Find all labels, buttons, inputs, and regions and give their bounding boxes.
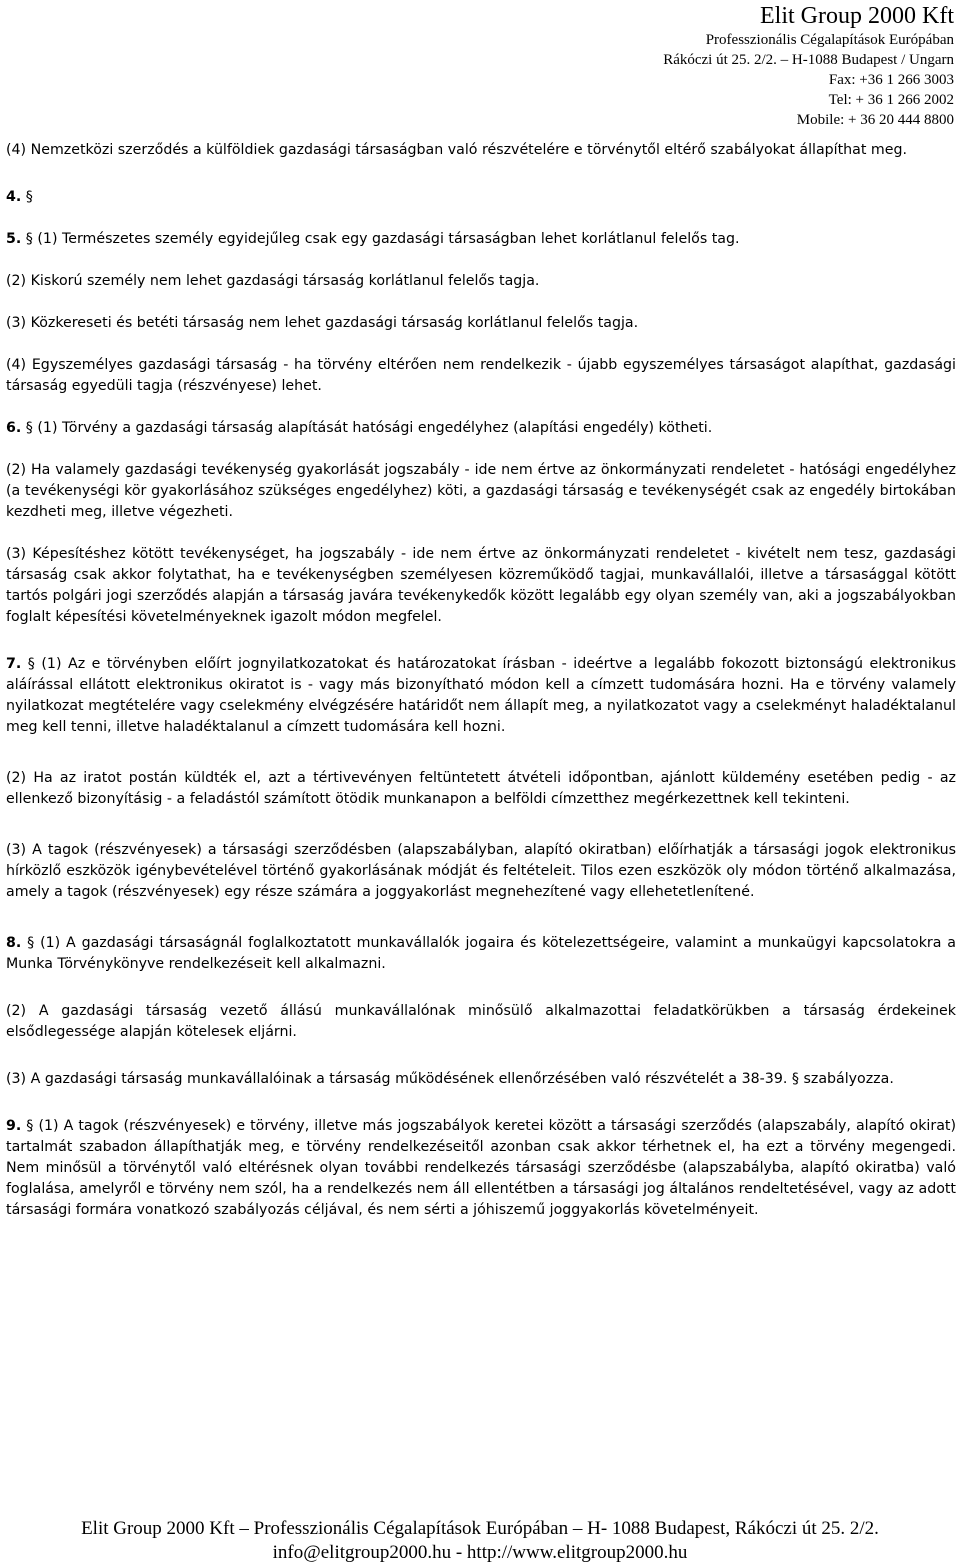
- section-number: 5.: [6, 231, 22, 247]
- section-8-1: [6, 933, 956, 975]
- footer-company-line: Elit Group 2000 Kft – Professzionális Cégalapítások Európában – H- 1088 Budapest, Rákóczi út 25. 2/2.: [81, 1518, 879, 1539]
- letterhead-address: Rákóczi út 25. 2/2. – H-1088 Budapest / Ungarn: [663, 52, 954, 68]
- paragraph-text: (3) A tagok (részvényesek) a társasági szerződésben (alapszabályban, alapító okiratban) előírhatják a társasági jogok elektronikus hírközlő eszközök igénybevételével történő gyakorlásának módját és feltételeit. Tilos ezen eszközök oly módon történő alkalmazása, amely a tagok (részvényesek) egy része számára a joggyakorlást megnehezítené vagy ellehetetlenítené.: [6, 842, 956, 900]
- footer-contact-line: info@elitgroup2000.hu - http://www.elitgroup2000.hu: [272, 1542, 688, 1563]
- paragraph-text: §: [21, 189, 33, 205]
- paragraph-text: (2) Ha az iratot postán küldték el, azt a tértivevényen feltüntetett átvételi időpontban, ajánlott küldemény esetében pedig - az ellenkező bizonyításig - a feladástól számított ötödik munkanapon a belföldi címzetthez megérkezettnek kell tekinteni.: [6, 770, 956, 807]
- section-number: 7.: [6, 656, 22, 672]
- paragraph-text: (2) A gazdasági társaság vezető állású munkavállalónak minősülő alkalmazottai feladatkörükben a társaság érdekeinek elsődlegessége alapján kötelesek eljárni.: [6, 1003, 956, 1040]
- paragraph-text: § (1) Az e törvényben előírt jognyilatkozatokat és határozatokat írásban - ideértve a legalább fokozott biztonságú elektronikus aláírással ellátott elektronikus okiratot is - vagy más bizonyítható módon kell a címzett tudomására hozni. Ha e törvény valamely nyilatkozat megtételére vagy cselekmény elvégzésére határidőt nem állapít meg, a nyilatkozatot vagy a cselekményt haladéktalanul meg kell tenni, illetve haladéktalanul a címzett tudomására kell hozni.: [6, 656, 956, 735]
- document-body: [6, 140, 956, 1221]
- letterhead-tagline: Professzionális Cégalapítások Európában: [705, 32, 954, 48]
- paragraph-text: § (1) A gazdasági társaságnál foglalkoztatott munkavállalók jogaira és kötelezettségeire, valamint a munkaügyi kapcsolatokra a Munka Törvénykönyve rendelkezéseit kell alkalmazni.: [6, 935, 956, 972]
- section-7-1: [6, 654, 956, 738]
- page-footer: [0, 1517, 960, 1565]
- paragraph-text: (4) Nemzetközi szerződés a külföldiek gazdasági társaságban való részvételére e törvénytől eltérő szabályokat állapíthat meg.: [6, 142, 908, 158]
- letterhead-company: Elit Group 2000 Kft: [760, 3, 954, 29]
- section-number: 9.: [6, 1118, 22, 1134]
- paragraph-text: § (1) A tagok (részvényesek) e törvény, illetve más jogszabályok keretei között a társasági szerződés (alapszabály, alapító okirat) tartalmát szabadon állapíthatják meg, e törvény rendelkezéseitől azonban csak akkor térhetnek el, ha ezt a törvény megengedi. Nem minősül a törvénytől való eltérésnek olyan további rendelkezés társasági szerződésbe (alapszabályba, alapító okiratba) való foglalása, amelyről e törvény nem szól, ha a rendelkezés nem áll ellentétben a társasági jog általános rendeltetésével, vagy az adott társasági formára vonatkozó szabályozás céljával, és nem sérti a jóhiszemű joggyakorlás követelményeit.: [6, 1118, 956, 1218]
- paragraph-4-4: [6, 140, 956, 161]
- section-8-2: [6, 1001, 956, 1043]
- section-number: 4.: [6, 189, 22, 205]
- paragraph-text: (3) Közkereseti és betéti társaság nem lehet gazdasági társaság korlátlanul felelős tagja.: [6, 315, 639, 331]
- section-7-2: [6, 768, 956, 810]
- letterhead: [663, 2, 954, 130]
- paragraph-text: (4) Egyszemélyes gazdasági társaság - ha törvény eltérően nem rendelkezik - újabb egyszemélyes társaságot alapíthat, gazdasági társaság egyedüli tagja (részvényese) lehet.: [6, 357, 956, 394]
- paragraph-text: (2) Ha valamely gazdasági tevékenység gyakorlását jogszabály - ide nem értve az önkormányzati rendeletet - hatósági engedélyhez (a tevékenységi kör gyakorlásához szükséges engedélyhez) köti, a gazdasági társaság e tevékenységét csak az engedély birtokában kezdheti meg, illetve végezheti.: [6, 462, 956, 520]
- letterhead-fax: Fax: +36 1 266 3003: [828, 72, 954, 88]
- section-9-1: [6, 1116, 956, 1221]
- section-8-3: [6, 1069, 956, 1090]
- letterhead-mobile: Mobile: + 36 20 444 8800: [796, 112, 954, 128]
- section-7-3: [6, 840, 956, 903]
- section-5-1: [6, 229, 956, 250]
- section-number: 8.: [6, 935, 22, 951]
- paragraph-text: § (1) Törvény a gazdasági társaság alapítását hatósági engedélyhez (alapítási engedély) kötheti.: [21, 420, 713, 436]
- section-4: [6, 187, 956, 208]
- paragraph-text: (2) Kiskorú személy nem lehet gazdasági társaság korlátlanul felelős tagja.: [6, 273, 540, 289]
- paragraph-text: § (1) Természetes személy egyidejűleg csak egy gazdasági társaságban lehet korlátlanul felelős tag.: [21, 231, 740, 247]
- paragraph-text: (3) A gazdasági társaság munkavállalóinak a társaság működésének ellenőrzésében való részvételét a 38-39. § szabályozza.: [6, 1071, 894, 1087]
- section-5-4: [6, 355, 956, 397]
- section-5-3: [6, 313, 956, 334]
- letterhead-tel: Tel: + 36 1 266 2002: [828, 92, 954, 108]
- section-6-3: [6, 544, 956, 628]
- section-6-2: [6, 460, 956, 523]
- section-number: 6.: [6, 420, 22, 436]
- paragraph-text: (3) Képesítéshez kötött tevékenységet, ha jogszabály - ide nem értve az önkormányzati rendeletet - kivételt nem tesz, gazdasági társaság csak akkor folytathat, ha e tevékenységben személyesen közreműködő tagjai, munkavállalói, illetve a társasággal kötött tartós polgári jogi szerződés alapján a társaság javára tevékenykedők között legalább egy olyan személy van, aki a jogszabályokban foglalt képesítési követelményeknek igazolt módon megfelel.: [6, 546, 956, 625]
- section-6-1: [6, 418, 956, 439]
- section-5-2: [6, 271, 956, 292]
